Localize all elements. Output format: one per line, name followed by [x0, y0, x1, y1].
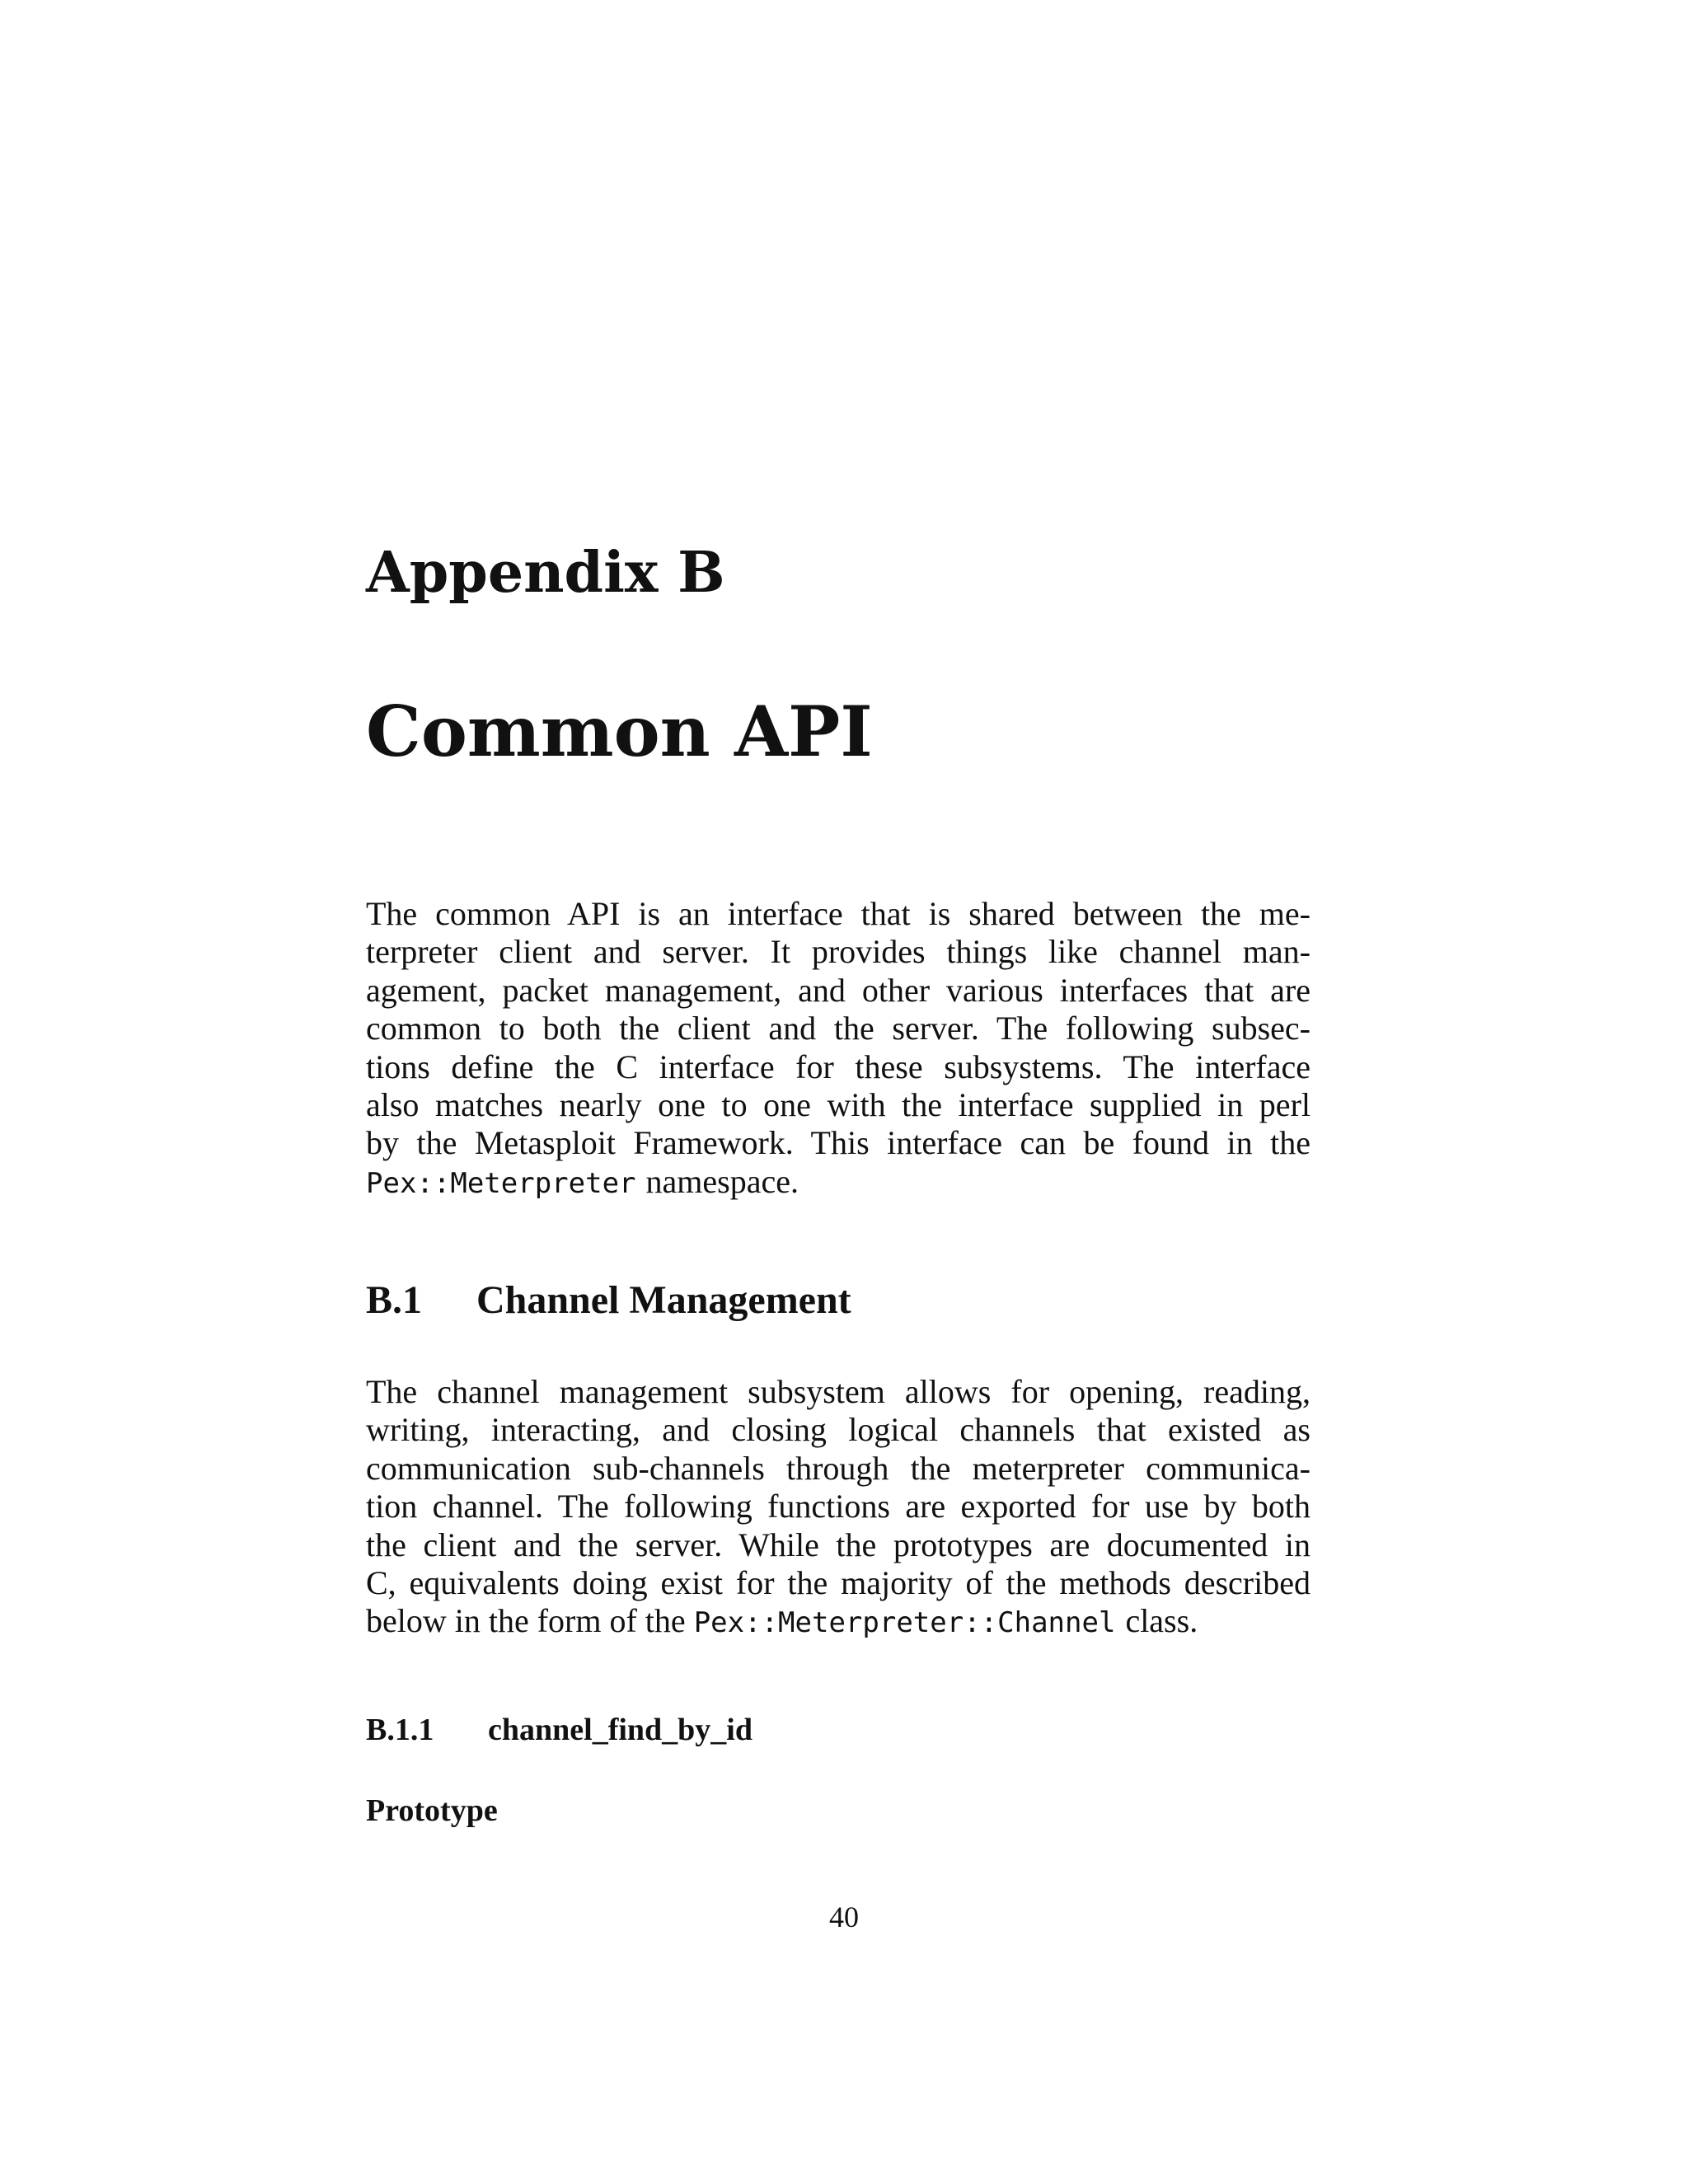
text-line: [366, 1163, 1311, 1201]
text-line: agement, packet management, and other various interfaces that are: [366, 971, 1311, 1009]
namespace-code: Pex::Meterpreter: [366, 1166, 636, 1200]
text-line: tion channel. The following functions are exported for use by both: [366, 1488, 1311, 1526]
section-heading: [366, 1276, 851, 1325]
chapter-title: Common API: [366, 691, 873, 772]
text-line: tions define the C interface for these subsystems. The interface: [366, 1047, 1311, 1085]
text-line: writing, interacting, and closing logical channels that existed as: [366, 1411, 1311, 1449]
namespace-text: namespace.: [645, 1162, 799, 1200]
text-line: C, equivalents doing exist for the majority of the methods described: [366, 1563, 1311, 1601]
subsection-title: channel_find_by_id: [488, 1713, 753, 1747]
appendix-label: Appendix B: [366, 540, 725, 606]
text-line: terpreter client and server. It provides things like channel man-: [366, 933, 1311, 971]
text-line: The channel management subsystem allows for opening, reading,: [366, 1373, 1311, 1410]
line-suffix: class.: [1125, 1602, 1198, 1640]
section-title: Channel Management: [476, 1278, 851, 1322]
text-line: communication sub-channels through the meterpreter communica-: [366, 1449, 1311, 1487]
text-line: also matches nearly one to one with the interface supplied in perl: [366, 1085, 1311, 1123]
class-code: Pex::Meterpreter::Channel: [693, 1606, 1116, 1640]
subsection-number: B.1.1: [366, 1713, 434, 1747]
text-line: common to both the client and the server. The following subsec-: [366, 1010, 1311, 1047]
intro-paragraph: [366, 895, 1311, 1201]
text-line: [366, 1602, 1311, 1640]
text-line: the client and the server. While the prototypes are documented in: [366, 1526, 1311, 1563]
line-prefix: below in the form of the: [366, 1602, 686, 1640]
text-line: The common API is an interface that is shared between the me-: [366, 895, 1311, 932]
subsection-heading: [366, 1709, 753, 1750]
section-number: B.1: [366, 1278, 423, 1322]
paragraph-heading: Prototype: [366, 1793, 498, 1828]
page-number: 40: [829, 1900, 859, 1933]
text-line: by the Metasploit Framework. This interface can be found in the: [366, 1124, 1311, 1162]
section-paragraph: [366, 1373, 1311, 1641]
